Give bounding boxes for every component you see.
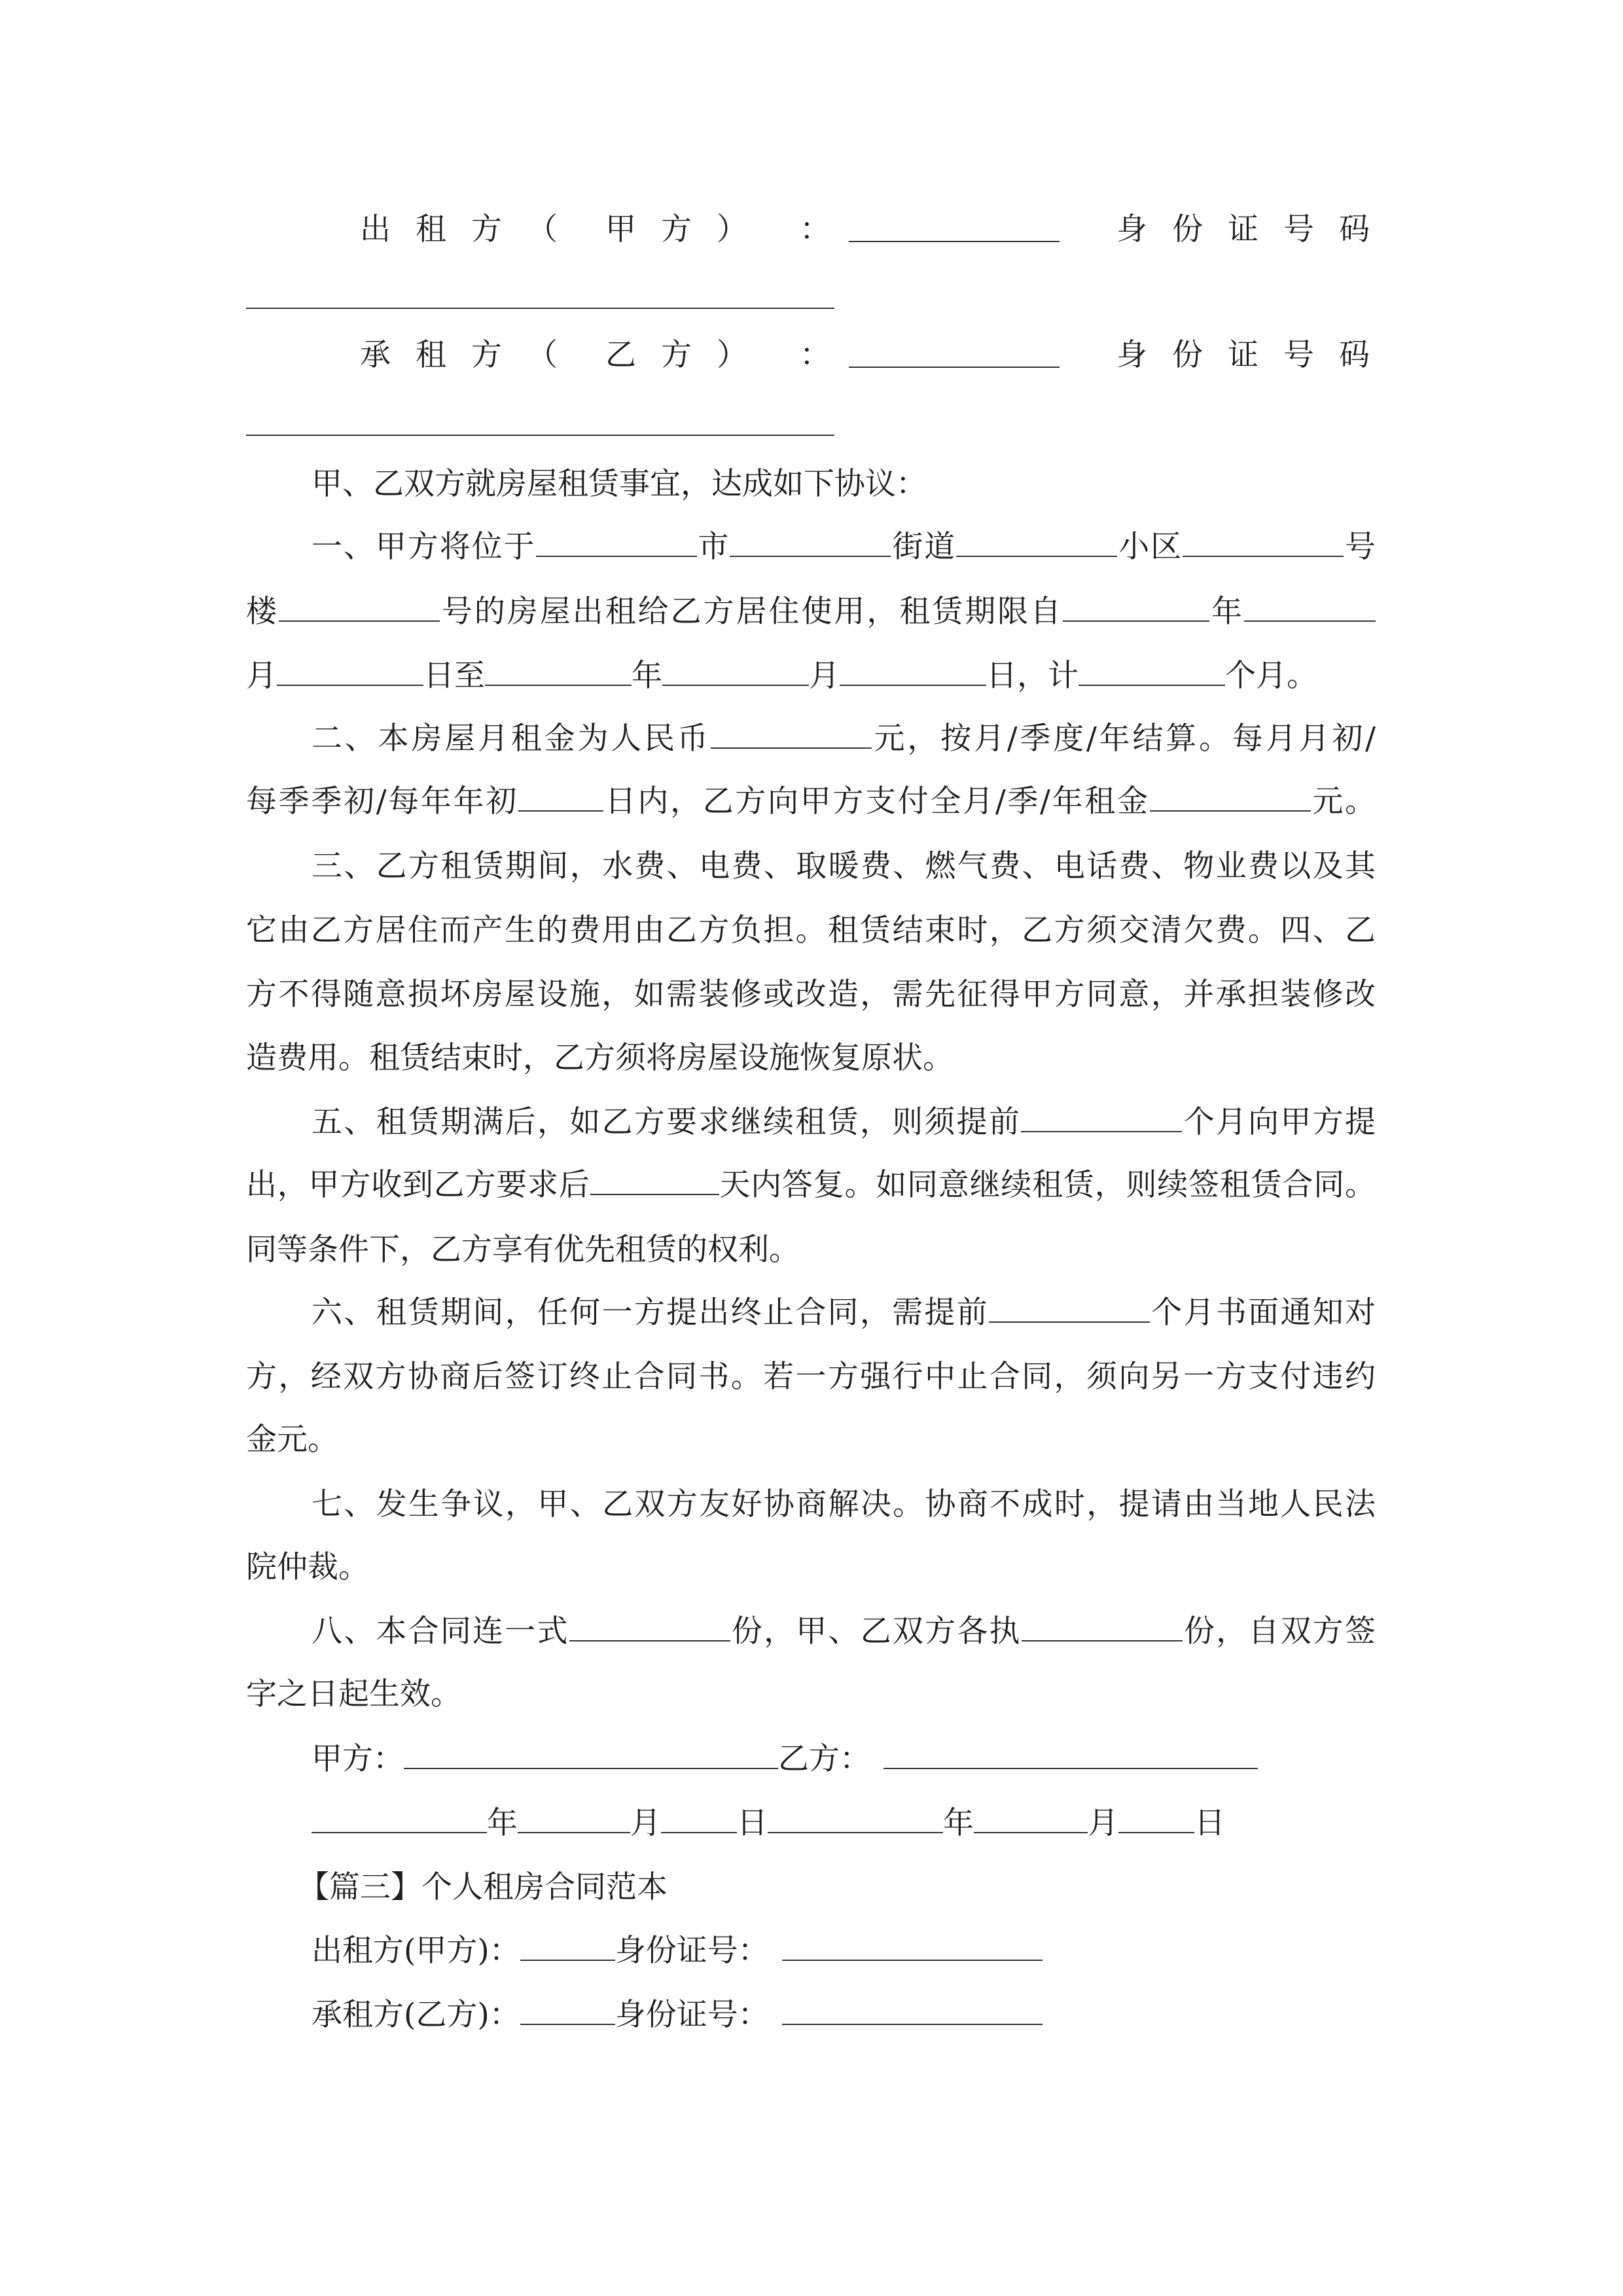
signature-line [312, 1727, 1258, 1791]
copies-each-field[interactable] [1022, 1614, 1183, 1641]
text: 年 [632, 658, 662, 694]
section-3-lessor-line [312, 1919, 1043, 1983]
text: 六、租赁期间，任何一方提出终止合同，需提前 [312, 1295, 989, 1331]
text: 身份证号： [615, 1933, 769, 1969]
intro-text: 甲、乙双方就房屋租赁事宜，达成如下协议： [312, 466, 927, 502]
clause-3-line-1: 三、乙方租赁期间，水费、电费、取暖费、燃气费、电话费、物业费以及其 [312, 848, 1376, 884]
text: 月 [246, 658, 277, 694]
clause-7-line-2: 院仲裁。 [246, 1549, 369, 1585]
clause-8-line-1 [312, 1600, 1376, 1664]
city-field[interactable] [536, 529, 697, 557]
clause-3-line-2: 它由乙方居住而产生的费用由乙方负担。租赁结束时，乙方须交清欠费。四、乙 [246, 912, 1376, 948]
text: 年 [487, 1805, 518, 1841]
start-month-field[interactable] [1244, 594, 1376, 622]
party-a-month-field[interactable] [518, 1806, 630, 1833]
text: 元，按月/季度/年结算。每月月初/ [871, 721, 1376, 757]
text: 二、本房屋月租金为人民币 [312, 721, 711, 757]
lessor-label: 出租方（ [360, 211, 582, 247]
party-a-label: 甲方： [312, 1741, 404, 1777]
start-year-field[interactable] [1063, 594, 1209, 622]
text: 个月书面通知对 [1150, 1295, 1376, 1331]
lessee-colon: ： [800, 337, 830, 373]
clause-7-line-1: 七、发生争议，甲、乙双方友好协商解决。协商不成时，提请由当地人民法 [312, 1486, 1376, 1522]
text: 出租方(甲方)： [312, 1933, 520, 1969]
text: 出，甲方收到乙方要求后 [246, 1167, 590, 1203]
signature-date-line [312, 1791, 1225, 1856]
lessee-label-party: 乙方） [605, 337, 772, 373]
clause-6-line-3: 金元。 [246, 1422, 338, 1458]
text: 日至 [423, 658, 485, 694]
lessor-name-field[interactable] [849, 215, 1060, 242]
clause-1-line-2 [246, 580, 1376, 644]
community-field[interactable] [956, 529, 1117, 557]
clause-2-line-2 [246, 770, 1376, 834]
payment-days-field[interactable] [518, 784, 603, 812]
party-a-day-field[interactable] [661, 1806, 737, 1833]
text: 份，自双方签 [1182, 1613, 1376, 1649]
lessor-id-label: 身份证号码 [1116, 211, 1395, 247]
text: 身份证号： [615, 1997, 769, 2033]
text: 号的房屋出租给乙方居住使用，租赁期限自 [439, 594, 1063, 630]
text: 年 [943, 1805, 974, 1841]
lessor-label-party: 甲方） [605, 211, 772, 247]
text: 一、甲方将位于 [312, 529, 536, 565]
party-a-year-field[interactable] [312, 1806, 487, 1833]
text: 小区 [1117, 529, 1183, 565]
section-3-lessee-line [312, 1983, 1043, 2047]
text: 楼 [246, 594, 279, 630]
lessee-id-field[interactable] [246, 435, 834, 436]
clause-6-line-2: 方，经双方协商后签订终止合同书。若一方强行中止合同，须向另一方支付违约 [246, 1359, 1376, 1395]
text: 日，计 [986, 658, 1079, 694]
text: 月 [1088, 1805, 1118, 1841]
lessor-name-field-2[interactable] [520, 1933, 615, 1961]
lessor-id-field-2[interactable] [782, 1933, 1043, 1961]
text: 月 [809, 658, 840, 694]
start-day-field[interactable] [277, 658, 423, 686]
text: 份，甲、乙双方各执 [730, 1613, 1022, 1649]
lessor-colon: ： [800, 211, 830, 247]
text: 市 [696, 529, 730, 565]
lessee-id-field-2[interactable] [782, 1998, 1043, 2025]
unit-field[interactable] [279, 594, 440, 622]
copies-field[interactable] [569, 1614, 730, 1641]
section-3-title: 【篇三】个人租房合同范本 [298, 1869, 668, 1905]
lessee-name-field[interactable] [849, 340, 1060, 368]
text: 五、租赁期满后，如乙方要求继续租赁，则须提前 [312, 1104, 1022, 1140]
lessor-id-field[interactable] [246, 308, 834, 309]
clause-5-line-1 [312, 1090, 1376, 1155]
end-month-field[interactable] [662, 658, 809, 686]
clause-5-line-3: 同等条件下，乙方享有优先租赁的权利。 [246, 1232, 800, 1268]
text: 每季季初/每年年初 [246, 783, 518, 819]
text: 个月向甲方提 [1182, 1104, 1376, 1140]
text: 日内，乙方向甲方支付全月/季/年租金 [603, 783, 1150, 819]
lessee-name-field-2[interactable] [520, 1998, 615, 2025]
party-b-day-field[interactable] [1118, 1806, 1194, 1833]
text: 街道 [891, 529, 957, 565]
lessee-id-label: 身份证号码 [1116, 337, 1395, 373]
termination-notice-field[interactable] [989, 1295, 1150, 1323]
party-b-signature-field[interactable] [883, 1742, 1258, 1769]
clause-3-line-3: 方不得随意损坏房屋设施，如需装修或改造，需先征得甲方同意，并承担装修改 [246, 977, 1376, 1013]
text: 年 [1209, 594, 1245, 630]
party-b-month-field[interactable] [974, 1806, 1088, 1833]
text: 日 [1194, 1805, 1225, 1841]
party-b-year-field[interactable] [768, 1806, 943, 1833]
end-day-field[interactable] [840, 658, 986, 686]
clause-2-line-1 [312, 707, 1376, 771]
text: 个月。 [1225, 658, 1317, 694]
text: 承租方(乙方)： [312, 1997, 520, 2033]
street-field[interactable] [730, 529, 891, 557]
clause-8-line-2: 字之日起生效。 [246, 1676, 461, 1712]
text: 天内答复。如同意继续租赁，则续签租赁合同。 [719, 1167, 1376, 1203]
end-year-field[interactable] [485, 658, 632, 686]
text: 八、本合同连一式 [312, 1613, 569, 1649]
clause-5-line-2 [246, 1153, 1376, 1217]
text: 日 [737, 1805, 768, 1841]
text: 元。 [1310, 783, 1376, 819]
clause-6-line-1 [312, 1281, 1376, 1345]
clause-1-line-1 [312, 515, 1376, 579]
text: 号 [1344, 529, 1376, 565]
renewal-notice-months-field[interactable] [1021, 1105, 1182, 1132]
reply-days-field[interactable] [590, 1168, 719, 1195]
rent-amount-field[interactable] [1150, 784, 1311, 812]
building-field[interactable] [1183, 529, 1344, 557]
party-a-signature-field[interactable] [404, 1742, 778, 1769]
months-field[interactable] [1079, 658, 1225, 686]
monthly-rent-field[interactable] [711, 721, 872, 749]
clause-1-line-3 [246, 644, 1317, 708]
clause-3-line-4: 造费用。租赁结束时，乙方须将房屋设施恢复原状。 [246, 1040, 954, 1076]
party-b-label: 乙方： [778, 1741, 870, 1777]
text: 月 [630, 1805, 661, 1841]
lessee-label: 承租方（ [360, 337, 582, 373]
